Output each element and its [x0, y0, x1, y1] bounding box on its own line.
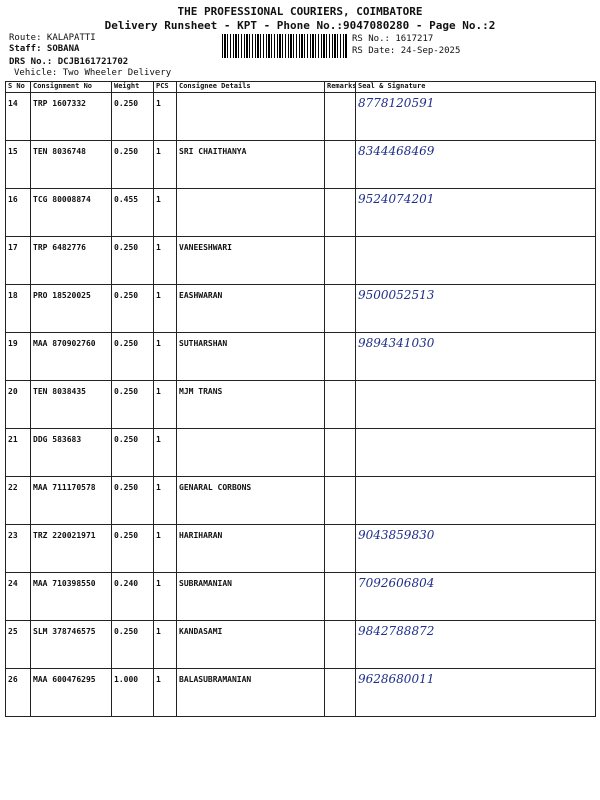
runsheet-table: [5, 81, 596, 717]
consignment-cell: TEN 8038435: [31, 381, 112, 429]
consignee-cell: SUBRAMANIAN: [177, 573, 325, 621]
remarks-cell: [325, 573, 356, 621]
signature-cell: 9500052513: [356, 285, 596, 333]
table-row: [6, 525, 596, 573]
pcs-cell: 1: [154, 621, 177, 669]
remarks-cell: [325, 141, 356, 189]
table-header-row: [6, 82, 596, 93]
pcs-cell: 1: [154, 525, 177, 573]
rs-date: RS Date: 24-Sep-2025: [352, 46, 461, 56]
weight-cell: 0.250: [112, 237, 154, 285]
pcs-cell: 1: [154, 429, 177, 477]
consignee-cell: SRI CHAITHANYA: [177, 141, 325, 189]
signature-cell: 9043859830: [356, 525, 596, 573]
header-remarks: Remarks: [325, 82, 356, 93]
consignment-cell: MAA 600476295: [31, 669, 112, 717]
consignment-cell: TEN 8036748: [31, 141, 112, 189]
header-sno: S No: [6, 82, 31, 93]
remarks-cell: [325, 669, 356, 717]
weight-cell: 0.250: [112, 429, 154, 477]
pcs-cell: 1: [154, 333, 177, 381]
table-row: [6, 669, 596, 717]
consignment-cell: DDG 583683: [31, 429, 112, 477]
table-row: [6, 237, 596, 285]
signature-cell: [356, 237, 596, 285]
consignee-cell: MJM TRANS: [177, 381, 325, 429]
signature-cell: [356, 429, 596, 477]
pcs-cell: 1: [154, 477, 177, 525]
pcs-cell: 1: [154, 237, 177, 285]
consignee-cell: VANEESHWARI: [177, 237, 325, 285]
consignee-cell: KANDASAMI: [177, 621, 325, 669]
consignee-cell: HARIHARAN: [177, 525, 325, 573]
remarks-cell: [325, 189, 356, 237]
header-consignment: Consignment No: [31, 82, 112, 93]
weight-cell: 0.250: [112, 285, 154, 333]
sno-cell: 26: [6, 669, 31, 717]
table-row: [6, 189, 596, 237]
remarks-cell: [325, 381, 356, 429]
sno-cell: 18: [6, 285, 31, 333]
weight-cell: 0.250: [112, 333, 154, 381]
weight-cell: 0.250: [112, 621, 154, 669]
pcs-cell: 1: [154, 285, 177, 333]
header-pcs: PCS: [154, 82, 177, 93]
consignment-cell: MAA 870902760: [31, 333, 112, 381]
sno-cell: 21: [6, 429, 31, 477]
table-row: [6, 429, 596, 477]
table-body: [6, 93, 596, 717]
weight-cell: 0.250: [112, 381, 154, 429]
signature-cell: 9842788872: [356, 621, 596, 669]
consignment-cell: TCG 80008874: [31, 189, 112, 237]
consignee-cell: [177, 93, 325, 141]
consignee-cell: SUTHARSHAN: [177, 333, 325, 381]
table-row: [6, 381, 596, 429]
sno-cell: 15: [6, 141, 31, 189]
signature-cell: 9628680011: [356, 669, 596, 717]
table-row: [6, 93, 596, 141]
remarks-cell: [325, 477, 356, 525]
pcs-cell: 1: [154, 189, 177, 237]
table-row: [6, 621, 596, 669]
consignment-cell: TRP 6482776: [31, 237, 112, 285]
remarks-cell: [325, 333, 356, 381]
pcs-cell: 1: [154, 93, 177, 141]
signature-cell: 8344468469: [356, 141, 596, 189]
consignee-cell: GENARAL CORBONS: [177, 477, 325, 525]
pcs-cell: 1: [154, 381, 177, 429]
sno-cell: 25: [6, 621, 31, 669]
route-label: Route: KALAPATTI: [9, 33, 96, 43]
consignee-cell: [177, 429, 325, 477]
table-row: [6, 333, 596, 381]
weight-cell: 0.250: [112, 525, 154, 573]
runsheet-subtitle: Delivery Runsheet - KPT - Phone No.:9047080280 - Page No.:2: [104, 19, 496, 32]
consignment-cell: SLM 378746575: [31, 621, 112, 669]
consignment-cell: MAA 710398550: [31, 573, 112, 621]
pcs-cell: 1: [154, 669, 177, 717]
consignment-cell: TRP 1607332: [31, 93, 112, 141]
remarks-cell: [325, 237, 356, 285]
consignment-cell: PRO 18520025: [31, 285, 112, 333]
weight-cell: 0.455: [112, 189, 154, 237]
weight-cell: 0.250: [112, 93, 154, 141]
table-row: [6, 573, 596, 621]
weight-cell: 0.240: [112, 573, 154, 621]
sno-cell: 24: [6, 573, 31, 621]
sno-cell: 16: [6, 189, 31, 237]
drs-number: DRS No.: DCJB161721702: [9, 57, 129, 67]
consignment-cell: TRZ 220021971: [31, 525, 112, 573]
sno-cell: 22: [6, 477, 31, 525]
sno-cell: 14: [6, 93, 31, 141]
signature-cell: 7092606804: [356, 573, 596, 621]
signature-cell: [356, 477, 596, 525]
remarks-cell: [325, 621, 356, 669]
consignee-cell: [177, 189, 325, 237]
sno-cell: 17: [6, 237, 31, 285]
table-row: [6, 285, 596, 333]
header-seal: Seal & Signature: [356, 82, 596, 93]
header-consignee: Consignee Details: [177, 82, 325, 93]
vehicle-label: Vehicle: Two Wheeler Delivery: [14, 68, 172, 78]
sno-cell: 23: [6, 525, 31, 573]
remarks-cell: [325, 429, 356, 477]
staff-label: Staff: SOBANA: [9, 44, 80, 54]
signature-cell: [356, 381, 596, 429]
remarks-cell: [325, 525, 356, 573]
signature-cell: 9524074201: [356, 189, 596, 237]
header-weight: Weight: [112, 82, 154, 93]
pcs-cell: 1: [154, 141, 177, 189]
table-row: [6, 141, 596, 189]
barcode: [222, 34, 347, 58]
table-row: [6, 477, 596, 525]
pcs-cell: 1: [154, 573, 177, 621]
consignment-cell: MAA 711170578: [31, 477, 112, 525]
signature-cell: 8778120591: [356, 93, 596, 141]
signature-cell: 9894341030: [356, 333, 596, 381]
weight-cell: 1.000: [112, 669, 154, 717]
page-title: THE PROFESSIONAL COURIERS, COIMBATORE: [177, 5, 423, 18]
rs-number: RS No.: 1617217: [352, 34, 434, 44]
weight-cell: 0.250: [112, 141, 154, 189]
remarks-cell: [325, 285, 356, 333]
sno-cell: 20: [6, 381, 31, 429]
sno-cell: 19: [6, 333, 31, 381]
consignee-cell: BALASUBRAMANIAN: [177, 669, 325, 717]
remarks-cell: [325, 93, 356, 141]
consignee-cell: EASHWARAN: [177, 285, 325, 333]
weight-cell: 0.250: [112, 477, 154, 525]
